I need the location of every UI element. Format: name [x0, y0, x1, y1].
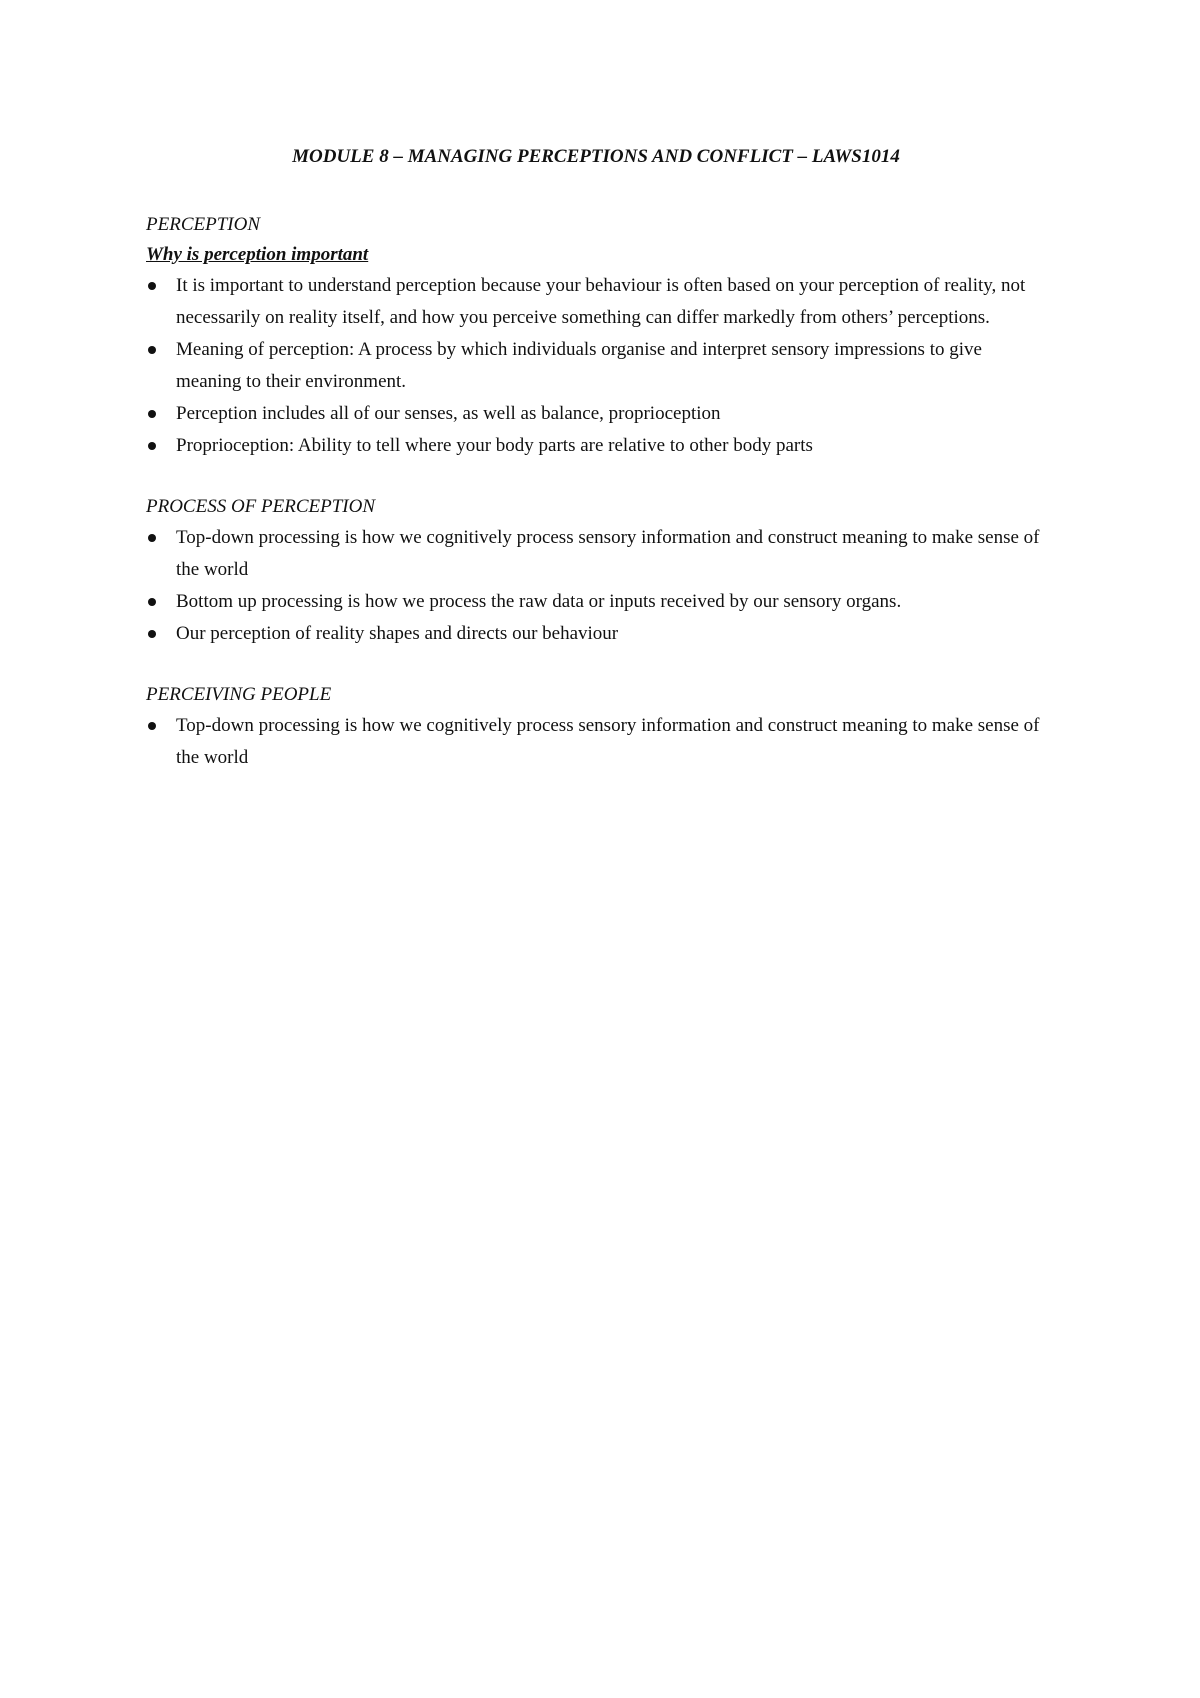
bullet-item	[146, 430, 1046, 462]
section-heading: PROCESS OF PERCEPTION	[146, 496, 376, 517]
section-perception	[146, 210, 1046, 462]
bullet-item	[146, 398, 1046, 430]
bullet-item	[146, 586, 1046, 618]
bullet-text: Our perception of reality shapes and directs our behaviour	[176, 623, 619, 644]
bullet-item	[146, 618, 1046, 650]
section-process-of-perception	[146, 492, 1046, 650]
bullet-item	[146, 270, 1046, 334]
bullet-icon	[148, 410, 156, 418]
bullet-icon	[148, 442, 156, 450]
bullet-list	[146, 270, 1046, 462]
bullet-text: It is important to understand perception because your behaviour is often based on your perception of reality, not necessarily on reality itself, and how you perceive something can differ markedly from others’ perceptions.	[176, 275, 1026, 328]
bullet-text: Proprioception: Ability to tell where your body parts are relative to other body parts	[176, 435, 813, 456]
bullet-text: Perception includes all of our senses, as well as balance, proprioception	[176, 403, 721, 424]
bullet-icon	[148, 282, 156, 290]
document-title: MODULE 8 – MANAGING PERCEPTIONS AND CONFLICT – LAWS1014	[292, 146, 900, 167]
section-heading: PERCEIVING PEOPLE	[146, 684, 332, 705]
bullet-icon	[148, 534, 156, 542]
document-content	[146, 142, 1046, 804]
bullet-list	[146, 710, 1046, 774]
bullet-list	[146, 522, 1046, 650]
bullet-text: Bottom up processing is how we process the raw data or inputs received by our sensory organs.	[176, 591, 902, 612]
bullet-icon	[148, 630, 156, 638]
bullet-item	[146, 522, 1046, 586]
bullet-text: Top-down processing is how we cognitively process sensory information and construct meaning to make sense of the world	[176, 527, 1040, 580]
bullet-item	[146, 710, 1046, 774]
section-subheading: Why is perception important	[146, 244, 369, 265]
bullet-text: Top-down processing is how we cognitively process sensory information and construct meaning to make sense of the world	[176, 715, 1040, 768]
section-perceiving-people	[146, 680, 1046, 774]
bullet-icon	[148, 346, 156, 354]
section-heading: PERCEPTION	[146, 214, 260, 235]
bullet-text: Meaning of perception: A process by which individuals organise and interpret sensory impressions to give meaning to their environment.	[176, 339, 982, 392]
bullet-icon	[148, 722, 156, 730]
bullet-item	[146, 334, 1046, 398]
bullet-icon	[148, 598, 156, 606]
